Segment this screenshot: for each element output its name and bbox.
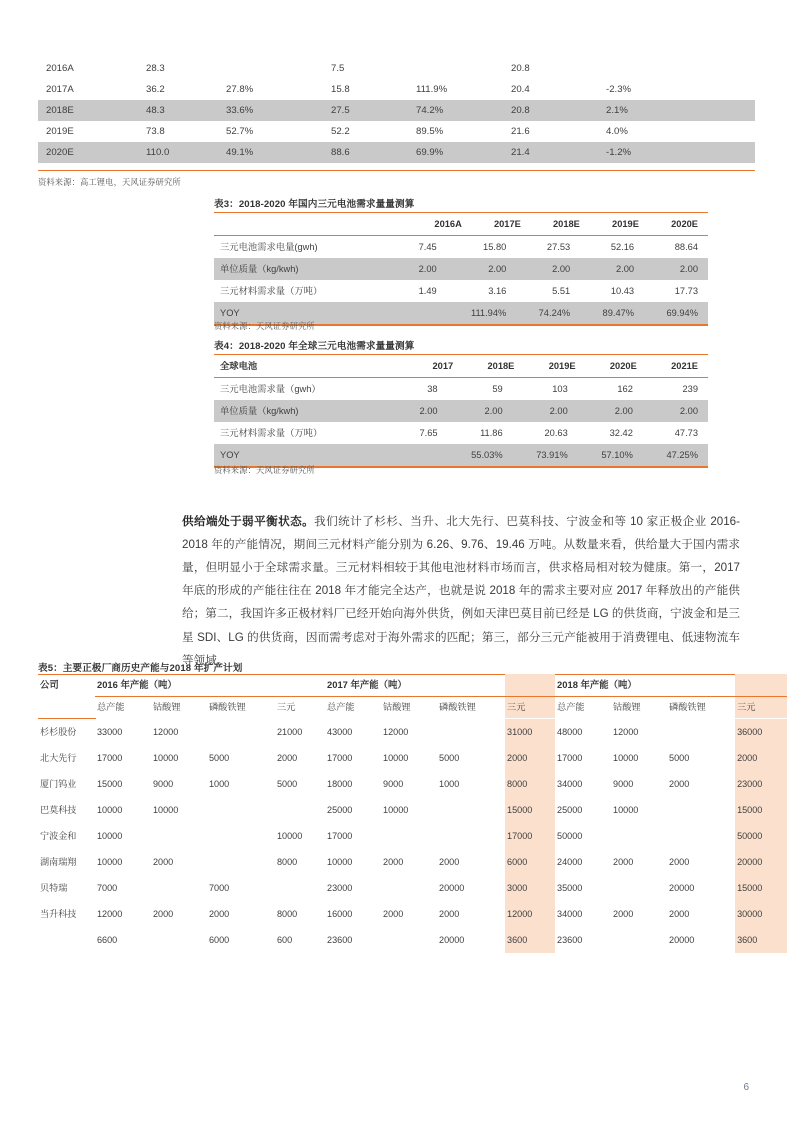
col-header-group-2017: 2017 年产能（吨） — [325, 674, 505, 697]
col-header: 2020E — [609, 361, 637, 372]
cell-year: 2020E — [46, 147, 74, 158]
cell-value: 23600 — [557, 935, 583, 945]
table5-caption: 表5：主要正极厂商历史产能与2018 年扩产计划 — [38, 663, 243, 674]
cell-value-highlight: 31000 — [505, 719, 555, 745]
cell-value: 7.45 — [418, 242, 437, 253]
source-note-top: 资料来源：高工锂电，天风证券研究所 — [38, 177, 181, 187]
sub-header — [38, 697, 95, 719]
cell-value-highlight: 3600 — [505, 927, 555, 953]
sub-header-highlight: 三元 — [735, 697, 787, 719]
table4-body-grid — [214, 378, 708, 466]
cell-company: 厦门钨业 — [40, 779, 77, 789]
row-label: YOY — [220, 450, 240, 461]
cell-value: 110.0 — [146, 147, 170, 158]
cell-value: 17000 — [327, 753, 353, 763]
cell-value: 2000 — [669, 779, 690, 789]
table-row — [38, 79, 755, 100]
sub-header: 三元 — [277, 702, 296, 712]
cell-value: 2000 — [153, 857, 174, 867]
cell-value: 9000 — [383, 779, 404, 789]
cell-value — [606, 58, 755, 79]
cell-value: 20000 — [669, 935, 695, 945]
cell-value: 88.64 — [674, 242, 698, 253]
cell-value: 5000 — [669, 753, 690, 763]
cell-value: 111.9% — [416, 84, 448, 95]
row-label: YOY — [220, 308, 240, 319]
cell-value — [226, 58, 331, 79]
table-row — [38, 719, 787, 745]
cell-value: 73.8 — [146, 126, 165, 137]
cell-value: 2000 — [383, 909, 404, 919]
cell-value: 2.00 — [679, 406, 698, 417]
cell-value-highlight: 20000 — [735, 849, 787, 875]
row-label: 单位质量（kg/kwh) — [220, 264, 299, 275]
cell-value: 10000 — [327, 857, 353, 867]
table3-body-grid — [214, 236, 708, 324]
cell-value: 36.2 — [146, 84, 165, 95]
cell-value: 74.2% — [416, 105, 444, 116]
cell-value: 28.3 — [146, 63, 165, 74]
cell-company: 北大先行 — [40, 753, 77, 763]
cell-company: 当升科技 — [40, 909, 77, 919]
cell-value: 52.16 — [610, 242, 635, 253]
col-header-group-2017-nmc-pad — [505, 674, 555, 697]
cell-value: 12000 — [97, 909, 123, 919]
col-header: 2021E — [671, 361, 698, 372]
table-row — [38, 771, 787, 797]
cell-value: 3.16 — [488, 286, 507, 297]
row-label: 单位质量（kg/kwh) — [220, 406, 299, 417]
cell-value-highlight: 30000 — [735, 901, 787, 927]
cell-value: 89.5% — [416, 126, 444, 137]
col-header-group-2016: 2016 年产能（吨） — [95, 674, 325, 697]
cell-value: 59 — [492, 384, 503, 395]
cell-value — [667, 719, 735, 745]
cell-value: 23600 — [327, 935, 353, 945]
cell-value: 5.51 — [552, 286, 571, 297]
top-table — [38, 58, 755, 163]
cell-value: 88.6 — [331, 147, 350, 158]
cell-value: 25000 — [557, 805, 583, 815]
col-header-group-2018: 2018 年产能（吨） — [555, 674, 735, 697]
table5 — [38, 674, 763, 953]
cell-company: 巴莫科技 — [40, 805, 77, 815]
cell-value: 2000 — [669, 857, 690, 867]
cell-value: 15.8 — [331, 84, 350, 95]
cell-value: 2.00 — [419, 406, 438, 417]
cell-value: 24000 — [557, 857, 583, 867]
cell-value-highlight: 2000 — [505, 745, 555, 771]
sub-header: 磷酸铁锂 — [209, 702, 246, 712]
cell-value-highlight: 8000 — [505, 771, 555, 797]
cell-value: 1000 — [439, 779, 460, 789]
cell-value: 9000 — [613, 779, 634, 789]
cell-value: 21000 — [277, 727, 303, 737]
cell-value — [275, 797, 325, 823]
cell-value: 18000 — [327, 779, 353, 789]
cell-value: 20.4 — [511, 84, 530, 95]
table3-grid — [214, 213, 708, 235]
cell-value: 23000 — [327, 883, 353, 893]
cell-value: 10.43 — [610, 286, 635, 297]
cell-value: 34000 — [557, 779, 583, 789]
cell-value: 49.1% — [226, 147, 254, 158]
source-note-table4: 资料来源：天风证券研究所 — [214, 465, 315, 475]
cell-value: 73.91% — [536, 450, 568, 461]
cell-company: 湖南瑞翔 — [40, 857, 77, 867]
cell-value-highlight: 23000 — [735, 771, 787, 797]
cell-value: 43000 — [327, 727, 353, 737]
cell-value-highlight: 12000 — [505, 901, 555, 927]
cell-value: 20000 — [439, 883, 465, 893]
cell-value — [207, 823, 275, 849]
cell-value — [611, 875, 667, 901]
cell-value: 1.49 — [418, 286, 437, 297]
cell-value: 10000 — [613, 805, 639, 815]
top-table-body — [38, 58, 755, 163]
col-header: 2019E — [612, 219, 639, 230]
cell-value: 50000 — [557, 831, 583, 841]
table3 — [214, 212, 708, 326]
cell-value: 2.1% — [606, 105, 628, 116]
cell-value: 8000 — [277, 909, 298, 919]
cell-value: 57.10% — [601, 450, 633, 461]
col-header: 2017 — [432, 361, 454, 372]
table5-sub-header-row — [38, 697, 787, 719]
cell-value — [381, 823, 437, 849]
cell-value: 32.42 — [609, 428, 633, 439]
cell-value: 20.8 — [511, 105, 530, 116]
cell-value: 20.8 — [511, 63, 530, 74]
table-row — [38, 901, 787, 927]
cell-value: 21.6 — [511, 126, 530, 137]
cell-value — [207, 797, 275, 823]
cell-value: 34000 — [557, 909, 583, 919]
cell-value: 2.00 — [488, 264, 507, 275]
cell-value: 162 — [617, 384, 633, 395]
cell-value — [403, 302, 447, 324]
cell-value-highlight: 3000 — [505, 875, 555, 901]
cell-value: 6000 — [209, 935, 230, 945]
cell-value — [207, 719, 275, 745]
cell-value: 21.4 — [511, 147, 530, 158]
cell-value: 2.00 — [614, 406, 633, 417]
cell-value: 10000 — [97, 805, 123, 815]
cell-value: 2000 — [439, 857, 460, 867]
cell-value: 27.53 — [546, 242, 571, 253]
cell-value: 47.73 — [674, 428, 698, 439]
cell-value — [275, 875, 325, 901]
cell-value-highlight: 15000 — [505, 797, 555, 823]
cell-value: 10000 — [277, 831, 303, 841]
col-header: 2020E — [671, 219, 698, 230]
cell-value: 10000 — [383, 753, 409, 763]
cell-value: 239 — [682, 384, 698, 395]
cell-value-highlight: 2000 — [735, 745, 787, 771]
sub-header: 总产能 — [327, 702, 355, 712]
cell-value: 600 — [277, 935, 293, 945]
cell-value: 2000 — [277, 753, 298, 763]
table-row — [38, 58, 755, 79]
cell-value — [611, 823, 667, 849]
cell-value: 69.9% — [416, 147, 444, 158]
cell-company — [38, 927, 95, 953]
col-header: 2019E — [548, 361, 576, 372]
cell-value: 17000 — [97, 753, 123, 763]
cell-value: 2.00 — [418, 264, 437, 275]
table-row — [214, 236, 708, 258]
cell-value: 10000 — [383, 805, 409, 815]
table3-caption: 表3：2018-2020 年国内三元电池需求量量测算 — [214, 199, 415, 210]
cell-value: 2.00 — [615, 264, 635, 275]
table-bottom-rule — [38, 170, 755, 171]
cell-value: 74.24% — [538, 308, 571, 319]
cell-value: -2.3% — [606, 84, 632, 95]
cell-value — [437, 823, 505, 849]
sub-header: 总产能 — [97, 702, 125, 712]
cell-value — [437, 719, 505, 745]
cell-value: 27.5 — [331, 105, 350, 116]
cell-value: 2000 — [613, 857, 634, 867]
cell-value: 10000 — [153, 805, 179, 815]
cell-value — [611, 927, 667, 953]
table-row — [38, 797, 787, 823]
cell-value: 4.0% — [606, 126, 628, 137]
cell-value — [416, 58, 511, 79]
continued-data-table — [38, 58, 755, 163]
source-note-table3: 资料来源：天风证券研究所 — [214, 321, 315, 331]
col-header: 2018E — [553, 219, 580, 230]
cell-value: 15.80 — [483, 242, 507, 253]
table-row — [214, 444, 708, 466]
cell-value: 33.6% — [226, 105, 254, 116]
cell-value: 27.8% — [226, 84, 254, 95]
cell-value: 89.47% — [602, 308, 635, 319]
table-row — [38, 823, 787, 849]
sub-header: 磷酸铁锂 — [439, 702, 476, 712]
cell-value: 9000 — [153, 779, 174, 789]
table4-header-row — [214, 355, 708, 377]
cell-value: 38 — [427, 384, 438, 395]
table-row — [38, 745, 787, 771]
cell-value: 10000 — [613, 753, 639, 763]
table-row — [38, 100, 755, 121]
sub-header: 总产能 — [557, 702, 585, 712]
table4-grid — [214, 355, 708, 377]
col-header: 2016A — [434, 219, 462, 230]
paragraph-body: 我们统计了杉杉、当升、北大先行、巴莫科技、宁波金和等 10 家正极企业 2016-2018 年的产能情况，期间三元材料产能分别为 6.26、9.76、19.46 万吨。从数量来看，供给量大于国内需求量，但明显小于全球需求量。三元材料相较于其他电池材料市场而言，供求格局相对较为健康。第一，2017 年底的形成的产能往往在 2018 年才能完全达产，也就是说 2018 年的需求主要对应 2017 年释放出的产能供给；第二，我国许多正极材料厂已经开始向海外供货，例如天津巴莫目前已经是 LG 的供货商，宁波金和是三星 SDI、LG 的供货商，因而需考虑对于海外需求的匹配；第三，部分三元产能被用于消费锂电、低速物流车等领域。 — [182, 514, 740, 667]
cell-value: 17.73 — [674, 286, 698, 297]
cell-value: 20000 — [439, 935, 465, 945]
cell-value: 1000 — [209, 779, 230, 789]
cell-value: 2.00 — [549, 406, 568, 417]
cell-year: 2018E — [46, 105, 74, 116]
cell-value: 5000 — [209, 753, 230, 763]
table4-caption: 表4：2018-2020 年全球三元电池需求量量测算 — [214, 341, 415, 352]
col-header: 全球电池 — [220, 361, 258, 372]
cell-value: 17000 — [557, 753, 583, 763]
cell-value: 2000 — [383, 857, 404, 867]
cell-value: 33000 — [97, 727, 123, 737]
cell-value: 48000 — [557, 727, 583, 737]
page-number: 6 — [743, 1082, 749, 1093]
sub-header: 钴酸锂 — [153, 702, 181, 712]
cell-value: 11.86 — [480, 428, 503, 439]
sub-header-highlight: 三元 — [505, 697, 555, 719]
cell-value: 8000 — [277, 857, 298, 867]
cell-value — [667, 797, 735, 823]
cell-value: 7000 — [209, 883, 230, 893]
cell-value-highlight: 17000 — [505, 823, 555, 849]
table-row — [214, 258, 708, 280]
cell-value: 2000 — [613, 909, 634, 919]
cell-value: 47.25% — [666, 450, 698, 461]
cell-value: 2000 — [439, 909, 460, 919]
sub-header: 钴酸锂 — [613, 702, 641, 712]
col-header — [214, 213, 412, 235]
table-row — [214, 422, 708, 444]
table-row — [214, 400, 708, 422]
cell-value — [381, 927, 437, 953]
table-row — [38, 875, 787, 901]
cell-value: 48.3 — [146, 105, 165, 116]
col-header: 2017E — [493, 219, 521, 230]
table-row — [38, 142, 755, 163]
cell-company: 宁波金和 — [40, 831, 77, 841]
cell-value: 16000 — [327, 909, 353, 919]
cell-value: 69.94% — [666, 308, 698, 319]
cell-company: 杉杉股份 — [40, 727, 77, 737]
cell-value: 12000 — [153, 727, 179, 737]
cell-year: 2019E — [46, 126, 74, 137]
cell-value: 7.65 — [419, 428, 438, 439]
cell-value: 103 — [552, 384, 568, 395]
cell-value: 20.63 — [544, 428, 568, 439]
cell-value: 52.2 — [331, 126, 350, 137]
cell-value-highlight: 15000 — [735, 797, 787, 823]
cell-value — [667, 823, 735, 849]
cell-value: 52.7% — [226, 126, 254, 137]
cell-value: 10000 — [153, 753, 179, 763]
cell-value: 10000 — [97, 831, 123, 841]
cell-value-highlight: 15000 — [735, 875, 787, 901]
table3-header-row — [214, 213, 708, 235]
cell-value-highlight: 6000 — [505, 849, 555, 875]
sub-header: 钴酸锂 — [383, 702, 411, 712]
cell-value: 12000 — [383, 727, 409, 737]
col-header-group-2018-nmc-pad — [735, 674, 787, 697]
row-label: 三元电池需求电量(gwh) — [220, 242, 318, 253]
cell-value — [437, 797, 505, 823]
sub-header: 磷酸铁锂 — [669, 702, 706, 712]
row-label: 三元材料需求量（万吨） — [220, 428, 323, 439]
col-header: 2018E — [487, 361, 515, 372]
cell-year: 2017A — [46, 84, 74, 95]
paragraph-lead: 供给端处于弱平衡状态。 — [182, 514, 315, 528]
cell-value: 7.5 — [331, 63, 345, 74]
body-paragraph — [182, 510, 740, 672]
cell-value: 6600 — [97, 935, 118, 945]
cell-value: 2000 — [153, 909, 174, 919]
cell-value: 111.94% — [470, 308, 507, 319]
cell-value: 55.03% — [471, 450, 503, 461]
cell-value — [151, 823, 207, 849]
table4 — [214, 354, 708, 468]
cell-value: 5000 — [277, 779, 298, 789]
table-row — [38, 121, 755, 142]
cell-value — [207, 849, 275, 875]
col-header-company: 公司 — [40, 679, 59, 691]
table-row — [214, 378, 708, 400]
row-label: 三元材料需求量（万吨） — [220, 286, 323, 297]
cell-value-highlight: 50000 — [735, 823, 787, 849]
cell-value: 2.00 — [679, 264, 698, 275]
table-row — [38, 927, 787, 953]
table5-group-header-row — [38, 674, 787, 697]
table-row — [214, 280, 708, 302]
cell-value: -1.2% — [606, 147, 632, 158]
table5-grid — [38, 674, 787, 953]
cell-value: 17000 — [327, 831, 353, 841]
cell-value-highlight: 3600 — [735, 927, 787, 953]
cell-value: 25000 — [327, 805, 353, 815]
cell-value — [151, 927, 207, 953]
cell-value: 15000 — [97, 779, 123, 789]
cell-year: 2016A — [46, 63, 74, 74]
cell-value: 2000 — [669, 909, 690, 919]
cell-value: 2000 — [209, 909, 230, 919]
cell-value: 20000 — [669, 883, 695, 893]
table-row — [38, 849, 787, 875]
cell-value — [381, 875, 437, 901]
cell-value: 10000 — [97, 857, 123, 867]
cell-value: 5000 — [439, 753, 460, 763]
cell-value: 2.00 — [552, 264, 571, 275]
cell-value: 2.00 — [484, 406, 503, 417]
cell-company: 贝特瑞 — [40, 883, 68, 893]
cell-value — [151, 875, 207, 901]
row-label: 三元电池需求量（gwh） — [220, 384, 321, 395]
cell-value: 12000 — [613, 727, 639, 737]
cell-value — [403, 444, 448, 466]
cell-value: 7000 — [97, 883, 118, 893]
cell-value: 35000 — [557, 883, 583, 893]
cell-value-highlight: 36000 — [735, 719, 787, 745]
